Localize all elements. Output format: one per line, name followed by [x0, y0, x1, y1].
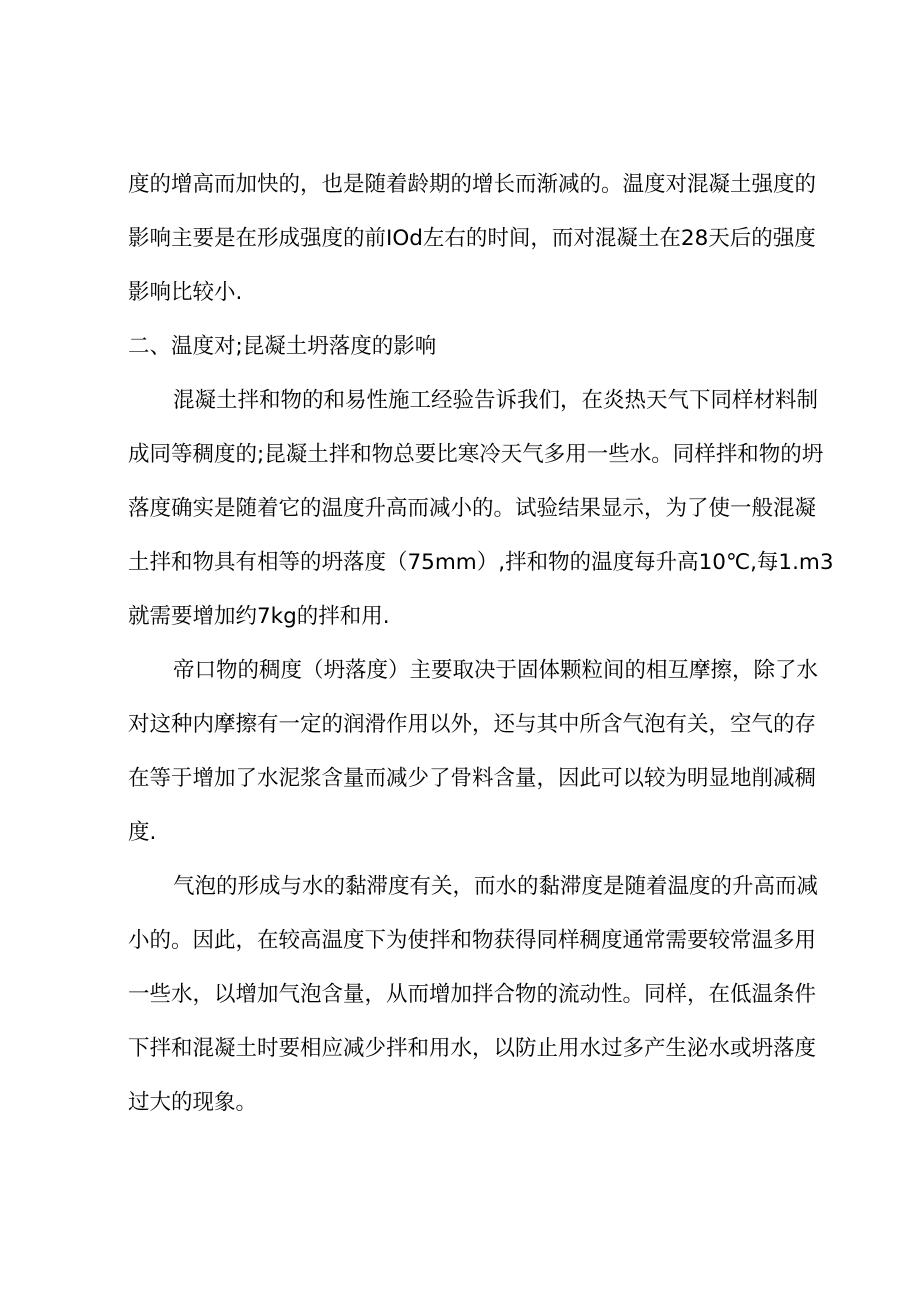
text-line: 过大的现象。: [128, 1090, 258, 1115]
text-line: 在等于增加了水泥浆含量而减少了骨料含量，因此可以较为明显地削减稠: [128, 766, 817, 791]
paragraph-start-line: 混凝土拌和物的和易性施工经验告诉我们，在炎热天气下同样材料制: [173, 388, 819, 413]
text-line: 下拌和混凝土时要相应减少拌和用水，以防止用水过多产生泌水或坍落度: [128, 1036, 817, 1061]
text-line: 影响比较小.: [128, 280, 243, 305]
paragraph-start-line: 气泡的形成与水的黏滞度有关，而水的黏滞度是随着温度的升高而减: [173, 874, 819, 899]
paragraph-start-line: 帝口物的稠度（坍落度）主要取决于固体颗粒间的相互摩擦，除了水: [173, 658, 819, 683]
text-line: 就需要增加约7kg的拌和用.: [128, 604, 390, 629]
section-heading: 二、温度对;昆凝土坍落度的影响: [128, 334, 437, 359]
text-line: 小的。因此，在较高温度下为使拌和物获得同样稠度通常需要较常温多用: [128, 928, 817, 953]
text-line: 成同等稠度的;昆凝土拌和物总要比寒冷天气多用一些水。同样拌和物的坍: [128, 442, 824, 467]
text-line: 度的增高而加快的，也是随着龄期的增长而渐减的。温度对混凝土强度的: [128, 172, 817, 197]
text-line: 对这种内摩擦有一定的润滑作用以外，还与其中所含气泡有关，空气的存: [128, 712, 817, 737]
text-line: 土拌和物具有相等的坍落度（75mm）,拌和物的温度每升高10℃,每1.m3: [128, 550, 834, 575]
text-line: 落度确实是随着它的温度升高而减小的。试验结果显示，为了使一般混凝: [128, 496, 817, 521]
text-line: 度.: [128, 820, 157, 845]
text-line: 影响主要是在形成强度的前IOd左右的时间，而对混凝土在28天后的强度: [128, 226, 816, 251]
text-line: 一些水，以增加气泡含量，从而增加拌合物的流动性。同样，在低温条件: [128, 982, 817, 1007]
